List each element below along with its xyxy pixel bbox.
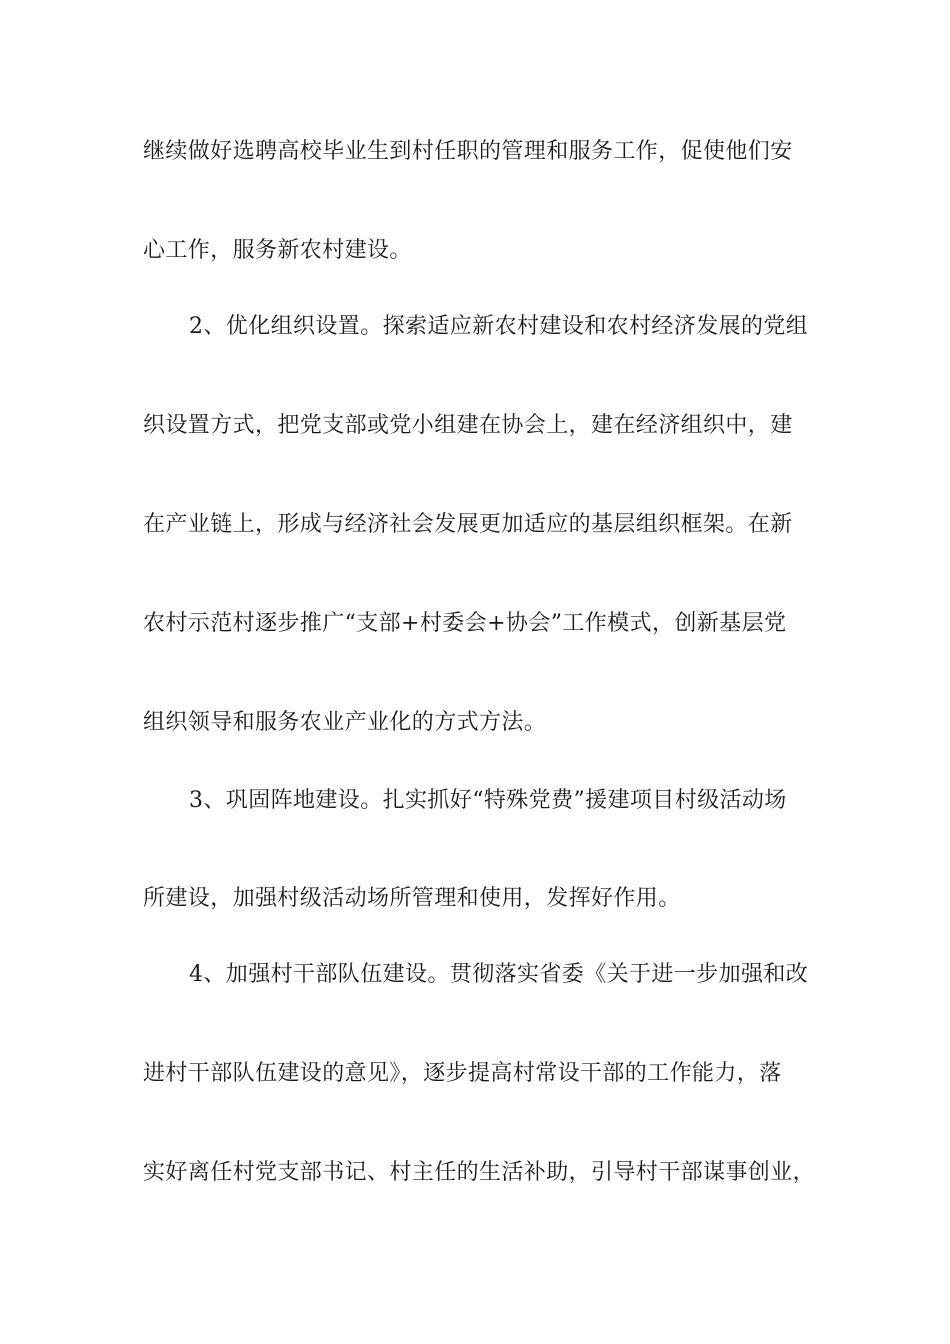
paragraph-3-start: 3、巩固阵地建设。扎实抓好“特殊党费”援建项目村级活动场 <box>189 788 787 813</box>
text-line-1: 继续做好选聘高校毕业生到村任职的管理和服务工作，促使他们安 <box>143 139 793 164</box>
text-line-9: 所建设，加强村级活动场所管理和使用，发挥好作用。 <box>143 886 681 911</box>
text-line-5: 在产业链上，形成与经济社会发展更加适应的基层组织框架。在新 <box>143 512 793 537</box>
text-line-6: 农村示范村逐步推广“支部+村委会+协会”工作模式，创新基层党 <box>143 611 787 636</box>
paragraph-4-start: 4、加强村干部队伍建设。贯彻落实省委《关于进一步加强和改 <box>189 962 809 987</box>
text-line-11: 进村干部队伍建设的意见》，逐步提高村常设干部的工作能力，落 <box>143 1061 782 1086</box>
text-line-12: 实好离任村党支部书记、村主任的生活补助，引导村干部谋事创业， <box>143 1160 816 1185</box>
text-line-4: 织设置方式，把党支部或党小组建在协会上，建在经济组织中，建 <box>143 413 793 438</box>
text-line-7: 组织领导和服务农业产业化的方式方法。 <box>143 710 547 735</box>
paragraph-2-start: 2、优化组织设置。探索适应新农村建设和农村经济发展的党组 <box>189 314 809 339</box>
text-line-2: 心工作，服务新农村建设。 <box>143 238 412 263</box>
